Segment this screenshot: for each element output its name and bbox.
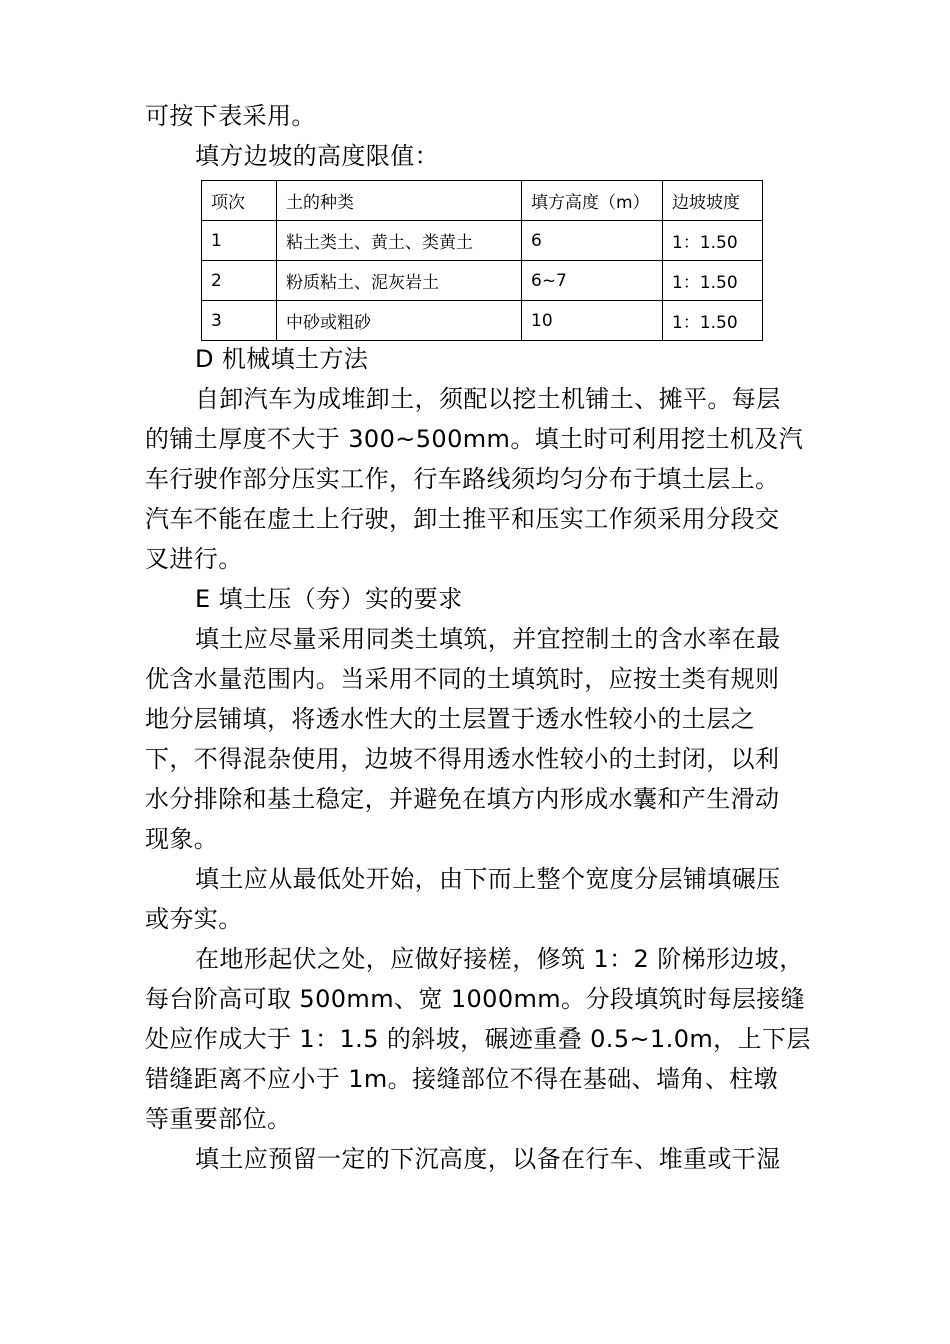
table-cell: 1：1.50 [663,261,763,301]
table-row [202,261,763,301]
intro-line: 可按下表采用。 [145,102,316,130]
table-cell: 粘土类土、黄土、类黄土 [277,221,522,261]
table-cell: 6~7 [522,261,663,301]
table-caption: 填方边坡的高度限值： [195,142,439,170]
paragraph-line: 每台阶高可取 500mm、宽 1000mm。分段填筑时每层接缝 [145,985,806,1013]
table-cell: 10 [522,301,663,341]
paragraph-line: 错缝距离不应小于 1m。接缝部位不得在基础、墙角、柱墩 [145,1065,779,1093]
paragraph-line: 或夯实。 [145,905,243,933]
paragraph-line: 叉进行。 [145,545,243,573]
table-header-cell: 填方高度（m） [522,181,663,221]
paragraph-line: 车行驶作部分压实工作，行车路线须均匀分布于填土层上。 [145,465,780,493]
table-cell: 粉质粘土、泥灰岩土 [277,261,522,301]
table-cell: 6 [522,221,663,261]
paragraph-line: 在地形起伏之处，应做好接槎，修筑 1：2 阶梯形边坡， [195,945,804,973]
paragraph-line: 的铺土厚度不大于 300~500mm。填土时可利用挖土机及汽 [145,425,804,453]
paragraph-line: 填土应预留一定的下沉高度，以备在行车、堆重或干湿 [195,1145,781,1173]
paragraph-line: 自卸汽车为成堆卸土，须配以挖土机铺土、摊平。每层 [195,385,781,413]
paragraph-line: 现象。 [145,825,219,853]
paragraph-line: 地分层铺填，将透水性大的土层置于透水性较小的土层之 [145,705,755,733]
paragraph-line: 处应作成大于 1：1.5 的斜坡，碾迹重叠 0.5~1.0m，上下层 [145,1025,811,1053]
paragraph-line: 水分排除和基土稳定，并避免在填方内形成水囊和产生滑动 [145,785,780,813]
table-header-cell: 土的种类 [277,181,522,221]
table-cell: 1：1.50 [663,301,763,341]
paragraph-line: 下，不得混杂使用，边坡不得用透水性较小的土封闭，以利 [145,745,780,773]
paragraph-line: 汽车不能在虚土上行驶，卸土推平和压实工作须采用分段交 [145,505,780,533]
table-cell: 中砂或粗砂 [277,301,522,341]
table-cell: 2 [202,261,277,301]
section-e-heading: E 填土压（夯）实的要求 [195,585,463,613]
table-row [202,301,763,341]
section-d-heading: D 机械填土方法 [195,345,369,373]
paragraph-line: 填土应尽量采用同类土填筑，并宜控制土的含水率在最 [195,625,781,653]
paragraph-line: 优含水量范围内。当采用不同的土填筑时，应按土类有规则 [145,665,780,693]
table-row [202,221,763,261]
slope-height-table [201,180,763,341]
table-cell: 1：1.50 [663,221,763,261]
table-cell: 1 [202,221,277,261]
table-header-row [202,181,763,221]
table-header-cell: 项次 [202,181,277,221]
table-cell: 3 [202,301,277,341]
table-header-cell: 边坡坡度 [663,181,763,221]
paragraph-line: 等重要部位。 [145,1105,292,1133]
paragraph-line: 填土应从最低处开始，由下而上整个宽度分层铺填碾压 [195,865,781,893]
